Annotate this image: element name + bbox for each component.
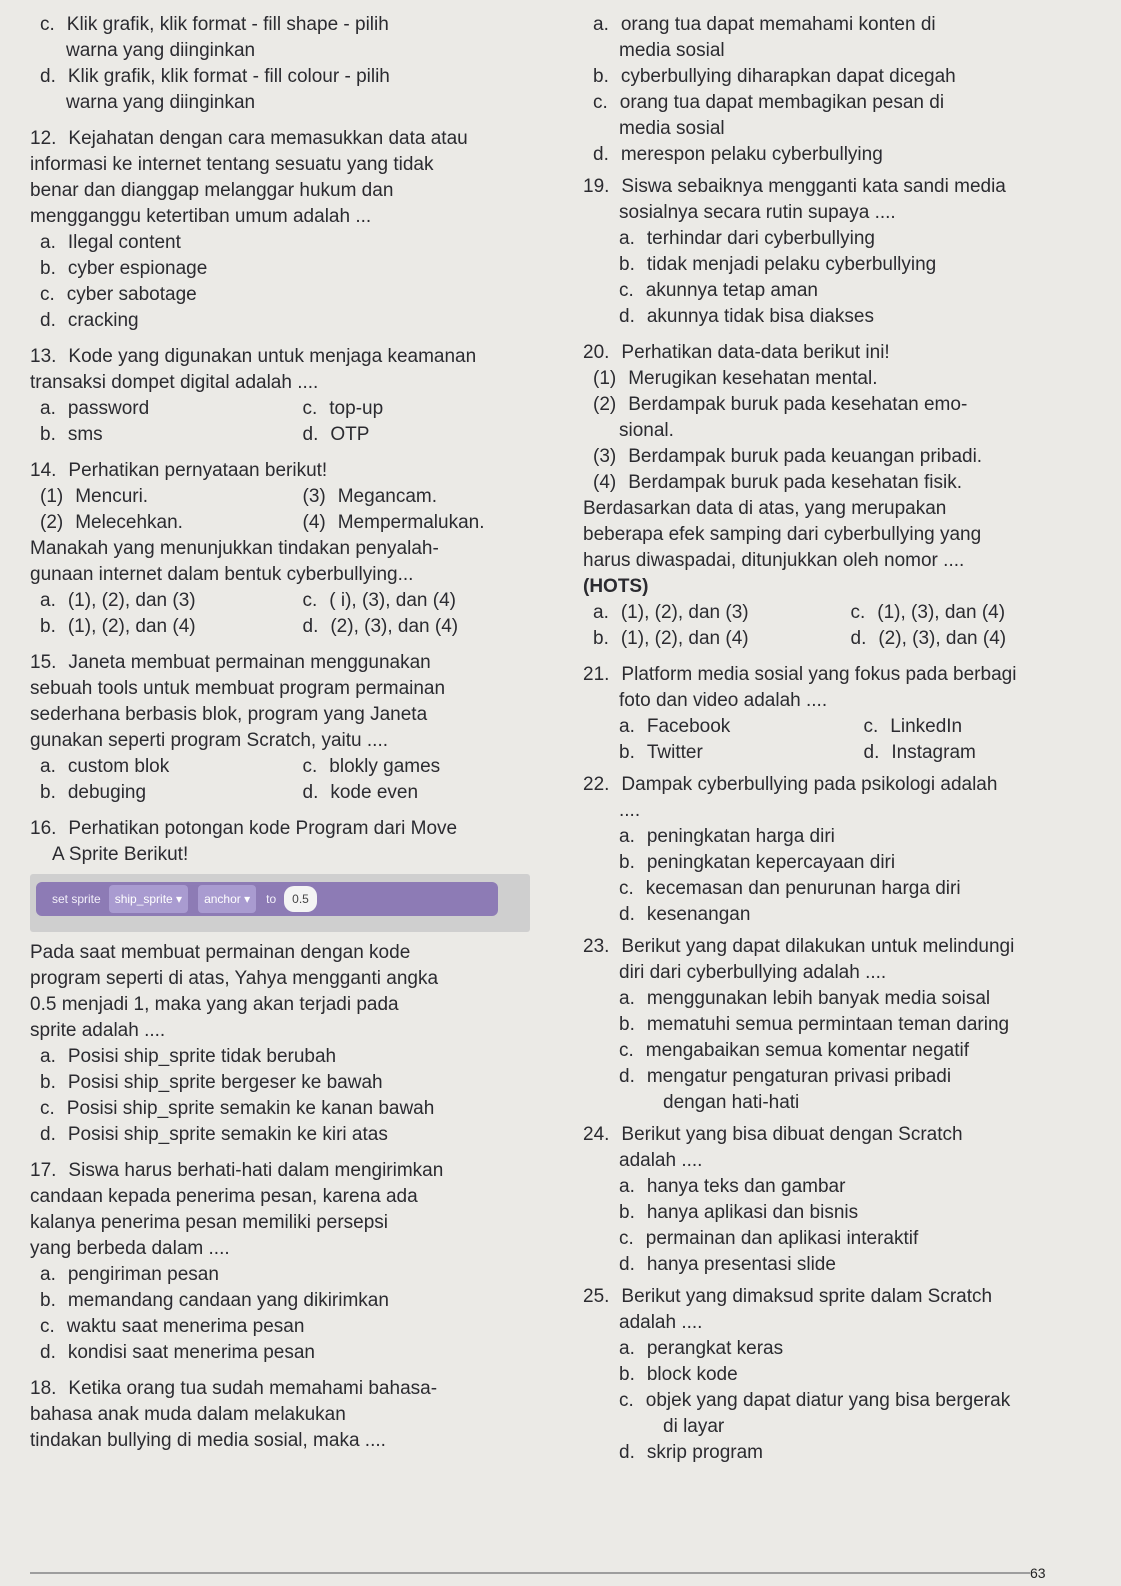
question-line: candaan kepada penerima pesan, karena ada [30, 1186, 418, 1207]
option-b: b. Posisi ship_sprite bergeser ke bawah [40, 1072, 383, 1093]
option-c: c. cyber sabotage [40, 284, 197, 305]
option-a: a. menggunakan lebih banyak media soisal [619, 988, 991, 1009]
question-18 [30, 1376, 565, 1454]
option-a: a. terhindar dari cyberbullying [619, 228, 875, 249]
question-line: Pada saat membuat permainan dengan kode [30, 942, 411, 963]
options-row [30, 614, 565, 640]
question-line: 13. Kode yang digunakan untuk menjaga keamanan [30, 346, 477, 367]
question-line: 22. Dampak cyberbullying pada psikologi adalah [583, 774, 998, 795]
option-b: b. (1), (2), dan (4) [40, 616, 196, 637]
page-number: 63 [1030, 1565, 1046, 1581]
question-22 [583, 772, 1108, 928]
question-line: tindakan bullying di media sosial, maka .... [30, 1430, 386, 1451]
option-cont: warna yang diinginkan [66, 40, 256, 61]
question-line: sprite adalah .... [30, 1020, 166, 1041]
question-11-continuation [30, 12, 565, 116]
option-d: d. Instagram [863, 742, 976, 763]
question-line: mengganggu ketertiban umum adalah ... [30, 206, 372, 227]
question-24 [583, 1122, 1108, 1278]
question-line: 18. Ketika orang tua sudah memahami bahasa- [30, 1378, 438, 1399]
option-d: d. kondisi saat menerima pesan [40, 1342, 315, 1363]
question-line: gunaan internet dalam bentuk cyberbullying... [30, 564, 414, 585]
question-20 [583, 340, 1108, 652]
option-a: a. custom blok [40, 756, 170, 777]
option-c: c. (1), (3), dan (4) [850, 602, 1006, 623]
question-line: transaksi dompet digital adalah .... [30, 372, 319, 393]
option-b: b. memandang candaan yang dikirimkan [40, 1290, 389, 1311]
question-line: 15. Janeta membuat permainan menggunakan [30, 652, 431, 673]
option-c: c. mengabaikan semua komentar negatif [619, 1040, 969, 1061]
question-line: 16. Perhatikan potongan kode Program dari Move [30, 818, 458, 839]
option-b: b. debuging [40, 782, 147, 803]
option-c: c. ( i), (3), dan (4) [302, 590, 456, 611]
option-a: a. Facebook [619, 716, 731, 737]
statements-row [30, 484, 565, 510]
options-row [583, 714, 1108, 740]
question-line: adalah .... [619, 1150, 703, 1171]
option-c: c. top-up [302, 398, 384, 419]
right-column [583, 10, 1108, 1466]
question-line: Berdasarkan data di atas, yang merupakan [583, 498, 947, 519]
statement-cont: sional. [619, 420, 674, 441]
options-row [30, 780, 565, 806]
question-line: A Sprite Berikut! [52, 844, 189, 865]
question-12 [30, 126, 565, 334]
question-19 [583, 174, 1108, 330]
option-d: d. merespon pelaku cyberbullying [593, 144, 883, 165]
option-b: b. Twitter [619, 742, 703, 763]
option-b: b. (1), (2), dan (4) [593, 628, 749, 649]
question-line: diri dari cyberbullying adalah .... [619, 962, 887, 983]
question-line: beberapa efek samping dari cyberbullying yang [583, 524, 982, 545]
statements-row [30, 510, 565, 536]
option-d: d. cracking [40, 310, 139, 331]
option-d: d. kode even [302, 782, 419, 803]
question-line: sosialnya secara rutin supaya .... [619, 202, 896, 223]
statement: (2) Berdampak buruk pada kesehatan emo- [593, 394, 968, 415]
options-row [583, 600, 1108, 626]
question-line: 14. Perhatikan pernyataan berikut! [30, 460, 328, 481]
options-row [30, 396, 565, 422]
question-line: benar dan dianggap melanggar hukum dan [30, 180, 394, 201]
question-line: bahasa anak muda dalam melakukan [30, 1404, 346, 1425]
statement: (1) Mencuri. [40, 486, 149, 507]
statement: (2) Melecehkan. [40, 512, 183, 533]
scratch-code-image [30, 874, 530, 932]
option-cont: warna yang diinginkan [66, 92, 256, 113]
options-row [30, 588, 565, 614]
option-a: a. perangkat keras [619, 1338, 784, 1359]
question-line: 17. Siswa harus berhati-hati dalam mengirimkan [30, 1160, 444, 1181]
option-a: a. peningkatan harga diri [619, 826, 835, 847]
option-b: b. peningkatan kepercayaan diri [619, 852, 896, 873]
question-line: 23. Berikut yang dapat dilakukan untuk melindungi [583, 936, 1015, 957]
question-line: informasi ke internet tentang sesuatu yang tidak [30, 154, 434, 175]
question-line: sederhana berbasis blok, program yang Janeta [30, 704, 428, 725]
option: c. Klik grafik, klik format - fill shape - pilih [40, 14, 389, 35]
question-17 [30, 1158, 565, 1366]
option-c: c. objek yang dapat diatur yang bisa bergerak [619, 1390, 1011, 1411]
option-cont: media sosial [619, 40, 725, 61]
option-b: b. block kode [619, 1364, 738, 1385]
question-25 [583, 1284, 1108, 1466]
anchor-dropdown: anchor ▾ [198, 885, 256, 913]
option-c: c. LinkedIn [863, 716, 963, 737]
sprite-dropdown: ship_sprite ▾ [109, 885, 188, 913]
question-18-options [583, 12, 1108, 168]
option-d: d. hanya presentasi slide [619, 1254, 836, 1275]
option: d. Klik grafik, klik format - fill colour - pilih [40, 66, 390, 87]
question-line: 19. Siswa sebaiknya mengganti kata sandi media [583, 176, 1006, 197]
statement: (4) Berdampak buruk pada kesehatan fisik. [593, 472, 962, 493]
option-c: c. blokly games [302, 756, 441, 777]
question-line: sebuah tools untuk membuat program permainan [30, 678, 446, 699]
option-b: b. cyber espionage [40, 258, 208, 279]
option-a: a. pengiriman pesan [40, 1264, 219, 1285]
option-b: b. mematuhi semua permintaan teman daring [619, 1014, 1010, 1035]
option-a: a. hanya teks dan gambar [619, 1176, 846, 1197]
option-d: d. (2), (3), dan (4) [850, 628, 1007, 649]
option-c: c. permainan dan aplikasi interaktif [619, 1228, 919, 1249]
statement: (3) Berdampak buruk pada keuangan pribadi. [593, 446, 983, 467]
option-a: a. (1), (2), dan (3) [593, 602, 749, 623]
option-d: d. OTP [302, 424, 370, 445]
option-d: d. akunnya tidak bisa diakses [619, 306, 874, 327]
option-a: a. orang tua dapat memahami konten di [593, 14, 936, 35]
left-column [30, 10, 565, 1454]
hots-label: (HOTS) [583, 576, 649, 597]
question-line: .... [619, 800, 641, 821]
question-line: gunakan seperti program Scratch, yaitu .... [30, 730, 389, 751]
option-b: b. sms [40, 424, 103, 445]
statement: (4) Mempermalukan. [302, 512, 485, 533]
option-c: c. akunnya tetap aman [619, 280, 818, 301]
option-c: c. waktu saat menerima pesan [40, 1316, 305, 1337]
option-d: d. kesenangan [619, 904, 751, 925]
block-label: set sprite [52, 892, 101, 906]
option-d: d. Posisi ship_sprite semakin ke kiri atas [40, 1124, 388, 1145]
option-c: c. Posisi ship_sprite semakin ke kanan bawah [40, 1098, 435, 1119]
question-line: yang berbeda dalam .... [30, 1238, 230, 1259]
option-b: b. hanya aplikasi dan bisnis [619, 1202, 859, 1223]
option-cont: dengan hati-hati [663, 1092, 800, 1113]
option-a: a. Posisi ship_sprite tidak berubah [40, 1046, 337, 1067]
question-14 [30, 458, 565, 640]
question-line: adalah .... [619, 1312, 703, 1333]
question-21 [583, 662, 1108, 766]
option-b: b. tidak menjadi pelaku cyberbullying [619, 254, 937, 275]
option-a: a. Ilegal content [40, 232, 181, 253]
options-row [583, 626, 1108, 652]
question-line: foto dan video adalah .... [619, 690, 828, 711]
question-line: 25. Berikut yang dimaksud sprite dalam Scratch [583, 1286, 993, 1307]
set-sprite-block [36, 882, 498, 916]
option-d: d. skrip program [619, 1442, 764, 1463]
block-to-label: to [266, 892, 277, 906]
option-a: a. (1), (2), dan (3) [40, 590, 196, 611]
question-line: program seperti di atas, Yahya mengganti angka [30, 968, 439, 989]
block-value: 0.5 [284, 886, 317, 912]
question-line: 20. Perhatikan data-data berikut ini! [583, 342, 890, 363]
statement: (1) Merugikan kesehatan mental. [593, 368, 878, 389]
options-row [583, 740, 1108, 766]
question-line: 24. Berikut yang bisa dibuat dengan Scratch [583, 1124, 963, 1145]
option-c: c. kecemasan dan penurunan harga diri [619, 878, 961, 899]
question-15 [30, 650, 565, 806]
question-line: 21. Platform media sosial yang fokus pada berbagi [583, 664, 1017, 685]
options-row [30, 754, 565, 780]
option-a: a. password [40, 398, 150, 419]
question-13 [30, 344, 565, 448]
option-b: b. cyberbullying diharapkan dapat dicegah [593, 66, 956, 87]
question-line: kalanya penerima pesan memiliki persepsi [30, 1212, 389, 1233]
question-23 [583, 934, 1108, 1116]
option-cont: media sosial [619, 118, 725, 139]
question-16 [30, 816, 565, 1148]
question-line: 12. Kejahatan dengan cara memasukkan data atau [30, 128, 468, 149]
footer-divider [30, 1572, 1030, 1574]
option-c: c. orang tua dapat membagikan pesan di [593, 92, 945, 113]
option-d: d. (2), (3), dan (4) [302, 616, 459, 637]
statement: (3) Megancam. [302, 486, 438, 507]
question-line: Manakah yang menunjukkan tindakan penyalah- [30, 538, 439, 559]
question-line: harus diwaspadai, ditunjukkan oleh nomor .... [583, 550, 965, 571]
option-d: d. mengatur pengaturan privasi pribadi [619, 1066, 952, 1087]
option-cont: di layar [663, 1416, 725, 1437]
question-line: 0.5 menjadi 1, maka yang akan terjadi pada [30, 994, 399, 1015]
options-row [30, 422, 565, 448]
